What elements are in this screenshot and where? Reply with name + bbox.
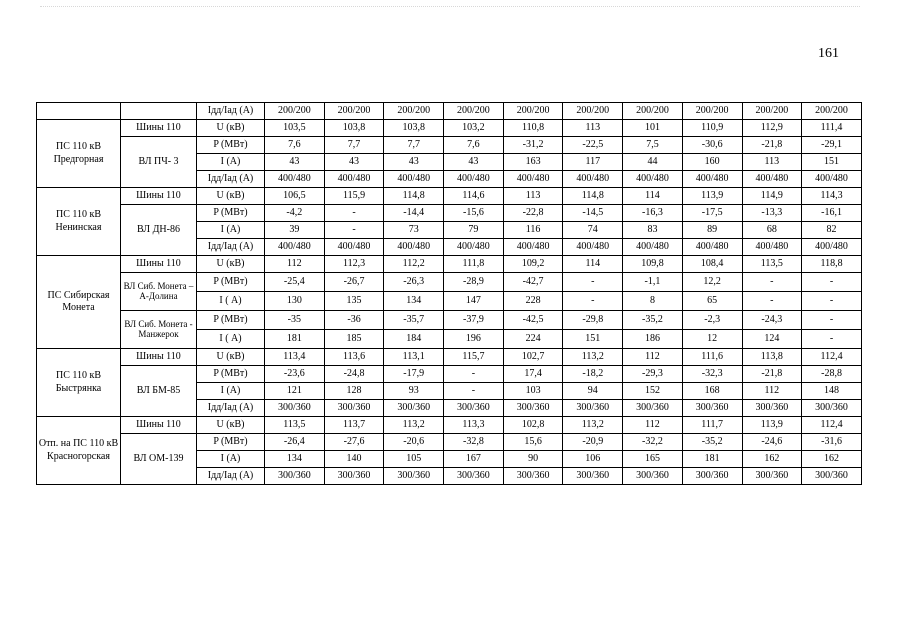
value-cell: 112 bbox=[623, 417, 683, 434]
table-row bbox=[37, 137, 862, 154]
param-label: I ( А) bbox=[197, 330, 265, 349]
value-cell: -27,6 bbox=[324, 434, 384, 451]
value-cell: 114 bbox=[623, 188, 683, 205]
value-cell: -18,2 bbox=[563, 366, 623, 383]
value-cell: 167 bbox=[444, 451, 504, 468]
value-cell: -15,6 bbox=[444, 205, 504, 222]
value-cell: -35,2 bbox=[682, 434, 742, 451]
value-cell: 224 bbox=[503, 330, 563, 349]
value-cell: -26,7 bbox=[324, 273, 384, 292]
value-cell: - bbox=[742, 292, 802, 311]
table-row bbox=[37, 120, 862, 137]
value-cell: 200/200 bbox=[742, 103, 802, 120]
value-cell: 200/200 bbox=[265, 103, 325, 120]
value-cell: 43 bbox=[384, 154, 444, 171]
value-cell: 148 bbox=[802, 383, 862, 400]
value-cell: 8 bbox=[623, 292, 683, 311]
value-cell: 113,6 bbox=[324, 349, 384, 366]
table-body bbox=[37, 103, 862, 485]
value-cell: 300/360 bbox=[563, 400, 623, 417]
value-cell: -13,3 bbox=[742, 205, 802, 222]
value-cell: - bbox=[563, 273, 623, 292]
value-cell: 151 bbox=[802, 154, 862, 171]
table-row bbox=[37, 417, 862, 434]
value-cell: 108,4 bbox=[682, 256, 742, 273]
element-name: ВЛ Сиб. Монета - Манжерок bbox=[121, 311, 197, 349]
value-cell: 113,3 bbox=[444, 417, 504, 434]
value-cell: 102,8 bbox=[503, 417, 563, 434]
param-label: U (кВ) bbox=[197, 417, 265, 434]
param-label: Iдд/Iад (А) bbox=[197, 400, 265, 417]
value-cell: -35,7 bbox=[384, 311, 444, 330]
value-cell: 113 bbox=[563, 120, 623, 137]
value-cell: 300/360 bbox=[682, 400, 742, 417]
value-cell: -35 bbox=[265, 311, 325, 330]
value-cell: 160 bbox=[682, 154, 742, 171]
param-label: I (А) bbox=[197, 383, 265, 400]
load-flow-table bbox=[36, 102, 862, 485]
value-cell: 7,6 bbox=[444, 137, 504, 154]
value-cell: 103,8 bbox=[384, 120, 444, 137]
value-cell: 200/200 bbox=[623, 103, 683, 120]
value-cell: 112,4 bbox=[802, 349, 862, 366]
value-cell: -28,8 bbox=[802, 366, 862, 383]
value-cell: 94 bbox=[563, 383, 623, 400]
param-label: P (МВт) bbox=[197, 434, 265, 451]
value-cell: 65 bbox=[682, 292, 742, 311]
element-name: ВЛ БМ-85 bbox=[121, 366, 197, 417]
value-cell: 101 bbox=[623, 120, 683, 137]
value-cell: 151 bbox=[563, 330, 623, 349]
param-label: I (А) bbox=[197, 222, 265, 239]
value-cell: 400/480 bbox=[802, 171, 862, 188]
value-cell: 200/200 bbox=[563, 103, 623, 120]
param-label: Iдд/Iад (А) bbox=[197, 171, 265, 188]
table-row bbox=[37, 311, 862, 330]
value-cell: 68 bbox=[742, 222, 802, 239]
value-cell: 118,8 bbox=[802, 256, 862, 273]
value-cell: -16,1 bbox=[802, 205, 862, 222]
value-cell: 111,7 bbox=[682, 417, 742, 434]
value-cell: -21,8 bbox=[742, 366, 802, 383]
value-cell: 112,3 bbox=[324, 256, 384, 273]
page-number: 161 bbox=[818, 46, 839, 61]
value-cell: -36 bbox=[324, 311, 384, 330]
param-label: P (МВт) bbox=[197, 205, 265, 222]
value-cell: 106 bbox=[563, 451, 623, 468]
value-cell: 162 bbox=[742, 451, 802, 468]
value-cell: 400/480 bbox=[384, 171, 444, 188]
value-cell: -29,3 bbox=[623, 366, 683, 383]
value-cell: 43 bbox=[444, 154, 504, 171]
value-cell: 110,8 bbox=[503, 120, 563, 137]
value-cell: 109,8 bbox=[623, 256, 683, 273]
value-cell: - bbox=[563, 292, 623, 311]
element-name: Шины 110 bbox=[121, 120, 197, 137]
value-cell: 114,8 bbox=[384, 188, 444, 205]
value-cell: -23,6 bbox=[265, 366, 325, 383]
value-cell: 115,9 bbox=[324, 188, 384, 205]
value-cell: 113,7 bbox=[324, 417, 384, 434]
param-label: U (кВ) bbox=[197, 256, 265, 273]
value-cell: 115,7 bbox=[444, 349, 504, 366]
station-name: ПС Сибирская Монета bbox=[37, 256, 121, 349]
value-cell: -32,3 bbox=[682, 366, 742, 383]
value-cell: -1,1 bbox=[623, 273, 683, 292]
value-cell: - bbox=[802, 273, 862, 292]
value-cell: 300/360 bbox=[384, 400, 444, 417]
value-cell: -24,8 bbox=[324, 366, 384, 383]
value-cell: 300/360 bbox=[265, 400, 325, 417]
value-cell: 112,9 bbox=[742, 120, 802, 137]
value-cell: 106,5 bbox=[265, 188, 325, 205]
element-name: ВЛ ПЧ- 3 bbox=[121, 137, 197, 188]
value-cell: 200/200 bbox=[384, 103, 444, 120]
param-label: P (МВт) bbox=[197, 311, 265, 330]
value-cell: 93 bbox=[384, 383, 444, 400]
value-cell: 300/360 bbox=[623, 468, 683, 485]
value-cell: 7,7 bbox=[324, 137, 384, 154]
value-cell: 103,8 bbox=[324, 120, 384, 137]
value-cell: 112 bbox=[265, 256, 325, 273]
value-cell: 400/480 bbox=[682, 171, 742, 188]
value-cell: 196 bbox=[444, 330, 504, 349]
param-label: I (А) bbox=[197, 451, 265, 468]
value-cell: 74 bbox=[563, 222, 623, 239]
scan-artifact-line bbox=[40, 6, 860, 8]
value-cell: -26,4 bbox=[265, 434, 325, 451]
value-cell: -20,6 bbox=[384, 434, 444, 451]
table-row bbox=[37, 205, 862, 222]
value-cell: 113,2 bbox=[563, 417, 623, 434]
value-cell: 162 bbox=[802, 451, 862, 468]
empty-cell bbox=[37, 103, 121, 120]
value-cell: 111,8 bbox=[444, 256, 504, 273]
value-cell: -31,2 bbox=[503, 137, 563, 154]
value-cell: 200/200 bbox=[682, 103, 742, 120]
value-cell: 400/480 bbox=[324, 239, 384, 256]
station-name: ПС 110 кВ Ненинская bbox=[37, 188, 121, 256]
value-cell: 300/360 bbox=[802, 400, 862, 417]
table-row bbox=[37, 349, 862, 366]
element-name: Шины 110 bbox=[121, 188, 197, 205]
value-cell: 200/200 bbox=[503, 103, 563, 120]
value-cell: 113,9 bbox=[682, 188, 742, 205]
value-cell: -42,7 bbox=[503, 273, 563, 292]
element-name: Шины 110 bbox=[121, 349, 197, 366]
param-label: I ( А) bbox=[197, 292, 265, 311]
value-cell: -4,2 bbox=[265, 205, 325, 222]
value-cell: -14,4 bbox=[384, 205, 444, 222]
value-cell: 113,5 bbox=[265, 417, 325, 434]
value-cell: 113,2 bbox=[563, 349, 623, 366]
value-cell: 185 bbox=[324, 330, 384, 349]
value-cell: -32,2 bbox=[623, 434, 683, 451]
station-name: ПС 110 кВ Предгорная bbox=[37, 120, 121, 188]
value-cell: 300/360 bbox=[742, 400, 802, 417]
value-cell: 300/360 bbox=[742, 468, 802, 485]
value-cell: -17,5 bbox=[682, 205, 742, 222]
value-cell: 400/480 bbox=[623, 171, 683, 188]
value-cell: 113 bbox=[742, 154, 802, 171]
value-cell: 12 bbox=[682, 330, 742, 349]
value-cell: 113 bbox=[503, 188, 563, 205]
value-cell: 400/480 bbox=[802, 239, 862, 256]
value-cell: 12,2 bbox=[682, 273, 742, 292]
value-cell: 400/480 bbox=[384, 239, 444, 256]
element-name: Шины 110 bbox=[121, 256, 197, 273]
value-cell: -37,9 bbox=[444, 311, 504, 330]
value-cell: 200/200 bbox=[444, 103, 504, 120]
value-cell: 73 bbox=[384, 222, 444, 239]
value-cell: -42,5 bbox=[503, 311, 563, 330]
value-cell: 79 bbox=[444, 222, 504, 239]
value-cell: 186 bbox=[623, 330, 683, 349]
element-name: ВЛ ОМ-139 bbox=[121, 434, 197, 485]
value-cell: 43 bbox=[324, 154, 384, 171]
value-cell: -21,8 bbox=[742, 137, 802, 154]
value-cell: 89 bbox=[682, 222, 742, 239]
value-cell: - bbox=[444, 383, 504, 400]
value-cell: 400/480 bbox=[503, 239, 563, 256]
value-cell: 112 bbox=[742, 383, 802, 400]
value-cell: 44 bbox=[623, 154, 683, 171]
value-cell: 140 bbox=[324, 451, 384, 468]
table-row bbox=[37, 273, 862, 292]
value-cell: 116 bbox=[503, 222, 563, 239]
value-cell: 400/480 bbox=[742, 171, 802, 188]
value-cell: 113,9 bbox=[742, 417, 802, 434]
value-cell: -25,4 bbox=[265, 273, 325, 292]
value-cell: 90 bbox=[503, 451, 563, 468]
param-label: U (кВ) bbox=[197, 120, 265, 137]
value-cell: 134 bbox=[384, 292, 444, 311]
value-cell: -29,8 bbox=[563, 311, 623, 330]
value-cell: 114,8 bbox=[563, 188, 623, 205]
value-cell: -24,6 bbox=[742, 434, 802, 451]
value-cell: - bbox=[324, 222, 384, 239]
value-cell: 300/360 bbox=[444, 400, 504, 417]
value-cell: 121 bbox=[265, 383, 325, 400]
value-cell: -31,6 bbox=[802, 434, 862, 451]
value-cell: 7,7 bbox=[384, 137, 444, 154]
param-label: P (МВт) bbox=[197, 273, 265, 292]
value-cell: 400/480 bbox=[503, 171, 563, 188]
value-cell: -16,3 bbox=[623, 205, 683, 222]
value-cell: 300/360 bbox=[265, 468, 325, 485]
value-cell: 114,3 bbox=[802, 188, 862, 205]
value-cell: -26,3 bbox=[384, 273, 444, 292]
value-cell: 112 bbox=[623, 349, 683, 366]
empty-cell bbox=[121, 103, 197, 120]
value-cell: 300/360 bbox=[503, 468, 563, 485]
value-cell: 113,8 bbox=[742, 349, 802, 366]
value-cell: 300/360 bbox=[444, 468, 504, 485]
value-cell: 300/360 bbox=[384, 468, 444, 485]
table-row bbox=[37, 256, 862, 273]
value-cell: -22,5 bbox=[563, 137, 623, 154]
value-cell: - bbox=[324, 205, 384, 222]
value-cell: -20,9 bbox=[563, 434, 623, 451]
value-cell: 400/480 bbox=[563, 171, 623, 188]
value-cell: 300/360 bbox=[563, 468, 623, 485]
value-cell: 135 bbox=[324, 292, 384, 311]
value-cell: 134 bbox=[265, 451, 325, 468]
value-cell: 165 bbox=[623, 451, 683, 468]
value-cell: 103 bbox=[503, 383, 563, 400]
station-name: Отп. на ПС 110 кВ Красногорская bbox=[37, 417, 121, 485]
value-cell: -30,6 bbox=[682, 137, 742, 154]
table-row bbox=[37, 366, 862, 383]
value-cell: 39 bbox=[265, 222, 325, 239]
value-cell: 103,5 bbox=[265, 120, 325, 137]
value-cell: -22,8 bbox=[503, 205, 563, 222]
table-row bbox=[37, 188, 862, 205]
value-cell: -28,9 bbox=[444, 273, 504, 292]
value-cell: 113,4 bbox=[265, 349, 325, 366]
element-name: ВЛ Сиб. Монета – А-Долина bbox=[121, 273, 197, 311]
value-cell: 43 bbox=[265, 154, 325, 171]
value-cell: 400/480 bbox=[682, 239, 742, 256]
value-cell: 113,5 bbox=[742, 256, 802, 273]
value-cell: - bbox=[802, 330, 862, 349]
value-cell: - bbox=[742, 273, 802, 292]
value-cell: -17,9 bbox=[384, 366, 444, 383]
param-label: P (МВт) bbox=[197, 366, 265, 383]
value-cell: -24,3 bbox=[742, 311, 802, 330]
value-cell: 130 bbox=[265, 292, 325, 311]
value-cell: 400/480 bbox=[265, 171, 325, 188]
value-cell: 103,2 bbox=[444, 120, 504, 137]
value-cell: -32,8 bbox=[444, 434, 504, 451]
value-cell: 181 bbox=[265, 330, 325, 349]
value-cell: 128 bbox=[324, 383, 384, 400]
value-cell: 168 bbox=[682, 383, 742, 400]
value-cell: 400/480 bbox=[742, 239, 802, 256]
value-cell: 184 bbox=[384, 330, 444, 349]
value-cell: 112,2 bbox=[384, 256, 444, 273]
value-cell: 7,6 bbox=[265, 137, 325, 154]
value-cell: 112,4 bbox=[802, 417, 862, 434]
station-name: ПС 110 кВ Быстрянка bbox=[37, 349, 121, 417]
value-cell: 400/480 bbox=[444, 239, 504, 256]
value-cell: - bbox=[802, 292, 862, 311]
element-name: ВЛ ДН-86 bbox=[121, 205, 197, 256]
value-cell: -2,3 bbox=[682, 311, 742, 330]
value-cell: -35,2 bbox=[623, 311, 683, 330]
value-cell: 181 bbox=[682, 451, 742, 468]
value-cell: 400/480 bbox=[623, 239, 683, 256]
value-cell: 300/360 bbox=[623, 400, 683, 417]
value-cell: 117 bbox=[563, 154, 623, 171]
value-cell: 124 bbox=[742, 330, 802, 349]
value-cell: 200/200 bbox=[802, 103, 862, 120]
value-cell: 113,1 bbox=[384, 349, 444, 366]
value-cell: 113,2 bbox=[384, 417, 444, 434]
value-cell: 82 bbox=[802, 222, 862, 239]
value-cell: 300/360 bbox=[324, 400, 384, 417]
table-row-header bbox=[37, 103, 862, 120]
param-label: U (кВ) bbox=[197, 349, 265, 366]
value-cell: 300/360 bbox=[324, 468, 384, 485]
value-cell: 83 bbox=[623, 222, 683, 239]
value-cell: 15,6 bbox=[503, 434, 563, 451]
value-cell: 300/360 bbox=[682, 468, 742, 485]
value-cell: 109,2 bbox=[503, 256, 563, 273]
value-cell: 163 bbox=[503, 154, 563, 171]
value-cell: -14,5 bbox=[563, 205, 623, 222]
value-cell: 300/360 bbox=[503, 400, 563, 417]
value-cell: 147 bbox=[444, 292, 504, 311]
value-cell: 111,4 bbox=[802, 120, 862, 137]
value-cell: 110,9 bbox=[682, 120, 742, 137]
param-label: U (кВ) bbox=[197, 188, 265, 205]
value-cell: 105 bbox=[384, 451, 444, 468]
param-label: I (А) bbox=[197, 154, 265, 171]
value-cell: 400/480 bbox=[324, 171, 384, 188]
value-cell: 102,7 bbox=[503, 349, 563, 366]
value-cell: -29,1 bbox=[802, 137, 862, 154]
element-name: Шины 110 bbox=[121, 417, 197, 434]
value-cell: 400/480 bbox=[444, 171, 504, 188]
param-label: Iдд/Iад (А) bbox=[197, 468, 265, 485]
value-cell: 200/200 bbox=[324, 103, 384, 120]
param-label: Iдд/Iад (А) bbox=[197, 239, 265, 256]
value-cell: 152 bbox=[623, 383, 683, 400]
value-cell: 400/480 bbox=[265, 239, 325, 256]
value-cell: 300/360 bbox=[802, 468, 862, 485]
value-cell: 17,4 bbox=[503, 366, 563, 383]
param-label: P (МВт) bbox=[197, 137, 265, 154]
value-cell: 114,9 bbox=[742, 188, 802, 205]
value-cell: 114 bbox=[563, 256, 623, 273]
value-cell: - bbox=[444, 366, 504, 383]
param-label: Iдд/Iад (А) bbox=[197, 103, 265, 120]
value-cell: 400/480 bbox=[563, 239, 623, 256]
value-cell: 228 bbox=[503, 292, 563, 311]
value-cell: - bbox=[802, 311, 862, 330]
value-cell: 114,6 bbox=[444, 188, 504, 205]
value-cell: 7,5 bbox=[623, 137, 683, 154]
value-cell: 111,6 bbox=[682, 349, 742, 366]
table-row bbox=[37, 434, 862, 451]
